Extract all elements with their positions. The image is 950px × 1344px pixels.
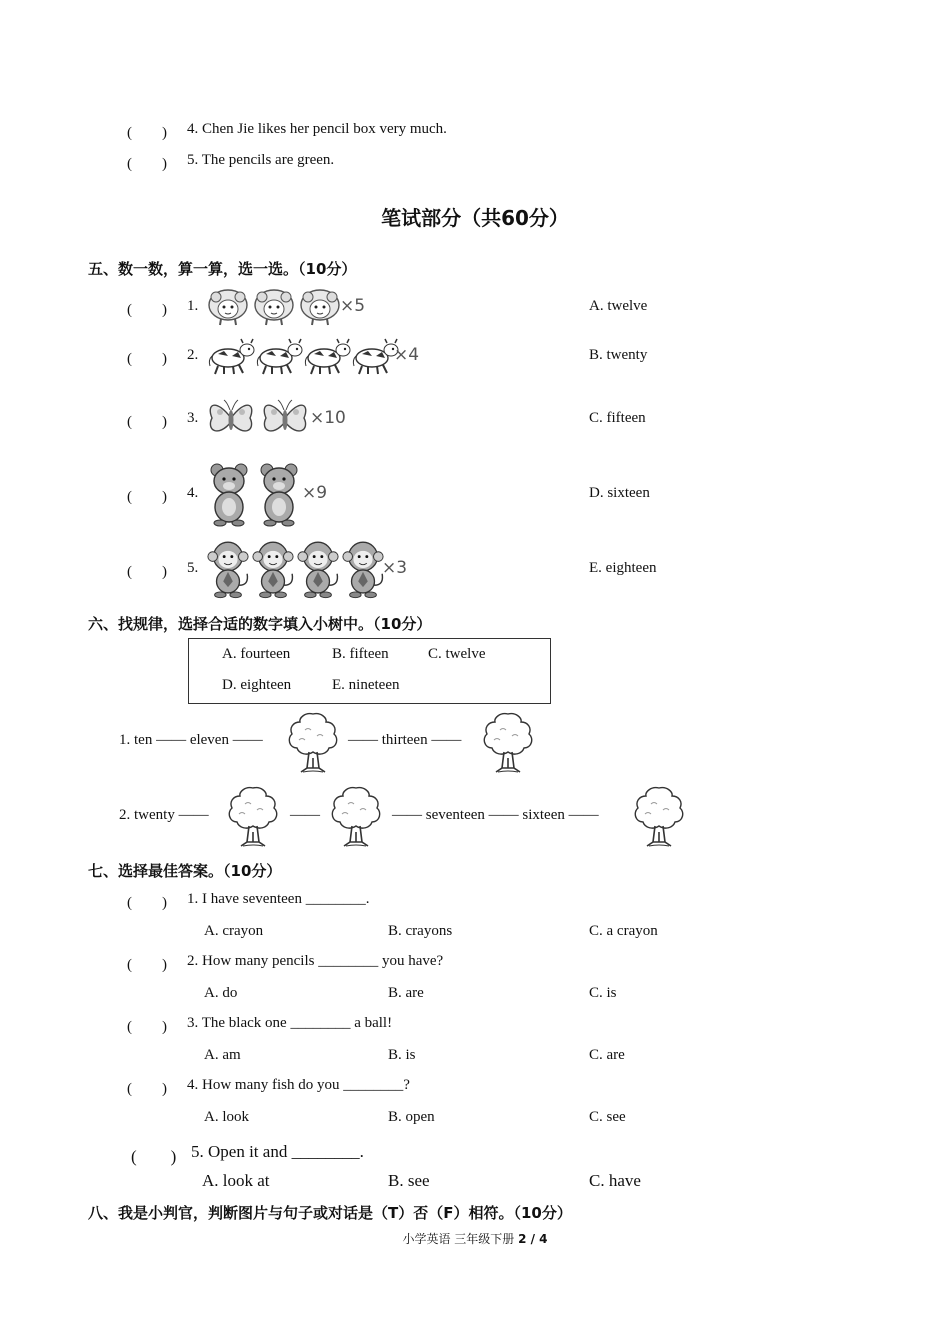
question-1: 1. I have seventeen ________. — [187, 891, 370, 907]
option-a: A. fourteen — [222, 646, 291, 662]
statement-4: 4. Chen Jie likes her pencil box very much. — [187, 121, 447, 137]
answer-paren[interactable]: ( ) — [127, 156, 167, 172]
choice-c[interactable]: C. have — [589, 1171, 641, 1190]
choice-b[interactable]: B. is — [388, 1047, 416, 1063]
option-c: C. twelve — [428, 646, 486, 662]
option-e: E. nineteen — [332, 677, 400, 693]
answer-paren[interactable]: ( ) — [127, 125, 167, 141]
sequence-2-start: 2. twenty —— — [119, 807, 209, 823]
option-d: D. eighteen — [222, 677, 292, 693]
choice-c[interactable]: C. see — [589, 1109, 626, 1125]
answer-paren[interactable]: ( ) — [131, 1147, 177, 1166]
cow-icon — [206, 336, 256, 376]
sequence-1-start: 1. ten —— eleven —— — [119, 732, 263, 748]
choice-a[interactable]: A. look at — [202, 1171, 270, 1190]
section8-heading: 八、我是小判官，判断图片与句子或对话是（T）否（F）相符。（10分） — [88, 1204, 572, 1222]
choice-a[interactable]: A. am — [204, 1047, 241, 1063]
butterfly-icon — [206, 396, 256, 442]
choice-c[interactable]: C. a crayon — [589, 923, 658, 939]
sequence-1-middle: —— thirteen —— — [348, 732, 462, 748]
butterfly-icon — [260, 396, 310, 442]
option-b: B. fifteen — [332, 646, 389, 662]
written-section-title: 笔试部分（共60分） — [381, 206, 569, 230]
choice-b[interactable]: B. open — [388, 1109, 435, 1125]
item-number: 4. — [187, 485, 199, 501]
sheep-icon — [252, 287, 296, 327]
choice-a[interactable]: A. do — [204, 985, 238, 1001]
question-3: 3. The black one ________ a ball! — [187, 1015, 393, 1031]
monkey-icon — [206, 539, 250, 599]
choice-c[interactable]: C. is — [589, 985, 617, 1001]
number-word-option: A. twelve — [589, 298, 648, 314]
number-word-option: D. sixteen — [589, 485, 650, 501]
cow-icon — [254, 336, 304, 376]
question-4: 4. How many fish do you ________? — [187, 1077, 410, 1093]
monkey-icon — [296, 539, 340, 599]
page-footer — [0, 1230, 950, 1247]
item-number: 3. — [187, 410, 199, 426]
choice-a[interactable]: A. crayon — [204, 923, 264, 939]
number-word-option: E. eighteen — [589, 560, 657, 576]
answer-paren[interactable]: ( ) — [127, 302, 167, 318]
monkey-icon — [341, 539, 385, 599]
cow-icon — [350, 336, 400, 376]
answer-paren[interactable]: ( ) — [127, 1019, 167, 1035]
multiplier-label: ×4 — [394, 345, 420, 365]
choice-b[interactable]: B. see — [388, 1171, 430, 1190]
tree-blank-icon[interactable] — [479, 710, 537, 776]
sequence-2-dash: —— — [290, 807, 320, 823]
answer-paren[interactable]: ( ) — [127, 489, 167, 505]
item-number: 5. — [187, 560, 199, 576]
sequence-2-end: —— seventeen —— sixteen —— — [392, 807, 599, 823]
page-number: 2 / 4 — [518, 1232, 548, 1246]
answer-paren[interactable]: ( ) — [127, 895, 167, 911]
answer-paren[interactable]: ( ) — [127, 957, 167, 973]
question-5: 5. Open it and ________. — [191, 1142, 364, 1161]
choice-b[interactable]: B. crayons — [388, 923, 453, 939]
cow-icon — [302, 336, 352, 376]
answer-paren[interactable]: ( ) — [127, 564, 167, 580]
sheep-icon — [206, 287, 250, 327]
number-word-option: C. fifteen — [589, 410, 646, 426]
choice-c[interactable]: C. are — [589, 1047, 625, 1063]
footer-text: 小学英语 三年级下册 — [402, 1232, 519, 1246]
question-2: 2. How many pencils ________ you have? — [187, 953, 444, 969]
choice-a[interactable]: A. look — [204, 1109, 249, 1125]
number-word-option: B. twenty — [589, 347, 648, 363]
item-number: 2. — [187, 347, 199, 363]
answer-paren[interactable]: ( ) — [127, 414, 167, 430]
multiplier-label: ×3 — [382, 558, 408, 578]
choice-b[interactable]: B. are — [388, 985, 424, 1001]
tree-blank-icon[interactable] — [327, 784, 385, 850]
tree-blank-icon[interactable] — [284, 710, 342, 776]
tree-blank-icon[interactable] — [224, 784, 282, 850]
sheep-icon — [298, 287, 342, 327]
section6-heading: 六、找规律，选择合适的数字填入小树中。（10分） — [88, 615, 432, 633]
multiplier-label: ×10 — [310, 408, 346, 428]
answer-paren[interactable]: ( ) — [127, 1081, 167, 1097]
section5-heading: 五、数一数，算一算，选一选。（10分） — [88, 260, 357, 278]
bear-icon — [256, 461, 302, 527]
monkey-icon — [251, 539, 295, 599]
answer-paren[interactable]: ( ) — [127, 351, 167, 367]
statement-5: 5. The pencils are green. — [187, 152, 335, 168]
multiplier-label: ×5 — [340, 296, 366, 316]
section7-heading: 七、选择最佳答案。（10分） — [88, 862, 282, 880]
tree-blank-icon[interactable] — [630, 784, 688, 850]
item-number: 1. — [187, 298, 199, 314]
bear-icon — [206, 461, 252, 527]
multiplier-label: ×9 — [302, 483, 328, 503]
